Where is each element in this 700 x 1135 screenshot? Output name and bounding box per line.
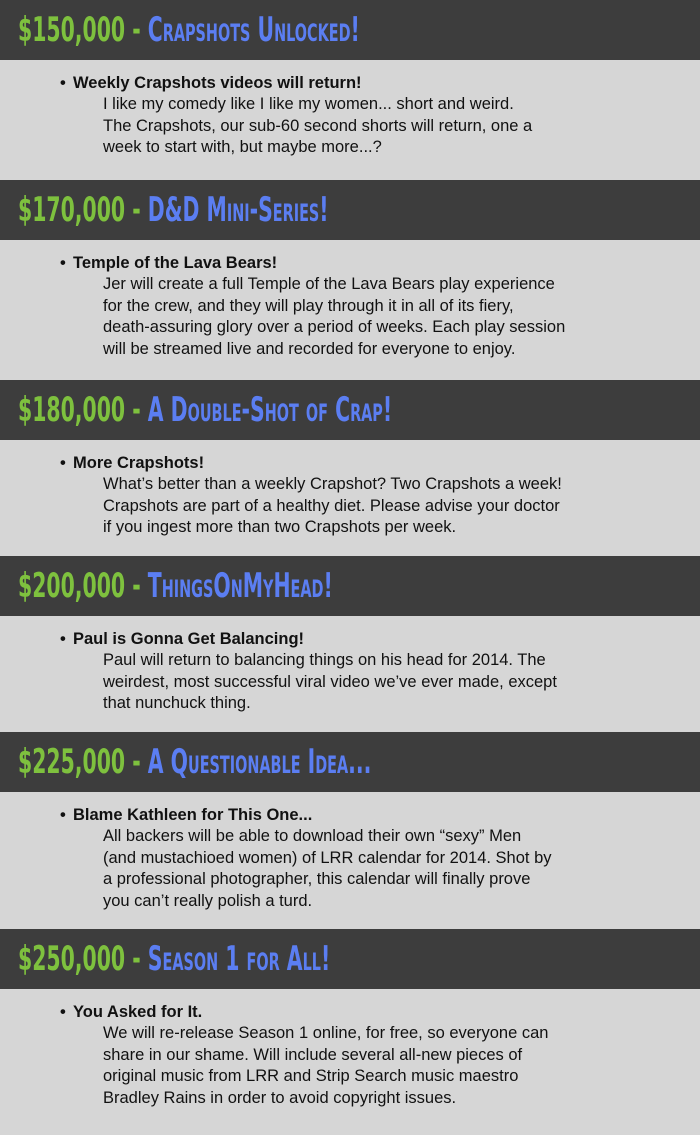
bullet-icon: • (60, 254, 66, 272)
tier-body (0, 792, 700, 929)
bullet-icon: • (60, 74, 66, 92)
tier-separator: - (125, 190, 148, 230)
tier-amount: $180,000 (18, 390, 126, 430)
description-line: week to start with, but maybe more...? (103, 138, 382, 156)
tier-amount: $250,000 (18, 939, 126, 979)
reward-title-text: More Crapshots! (73, 454, 205, 472)
tier-200000 (0, 556, 700, 732)
reward-title-text: Temple of the Lava Bears! (73, 254, 278, 272)
reward-description (103, 274, 680, 360)
tier-header (0, 929, 700, 989)
reward-item-title (60, 253, 680, 274)
tier-heading (18, 939, 330, 979)
tier-heading (18, 190, 329, 230)
tier-225000 (0, 732, 700, 929)
reward-description (103, 826, 680, 912)
description-line: that nunchuck thing. (103, 694, 251, 712)
description-line: death-assuring glory over a period of weeks. Each play session (103, 318, 566, 336)
reward-item-title (60, 805, 680, 826)
tier-separator: - (125, 742, 148, 782)
tier-body (0, 240, 700, 380)
tier-body (0, 60, 700, 180)
tier-body (0, 989, 700, 1135)
description-line: weirdest, most successful viral video we’ve ever made, except (103, 672, 557, 691)
description-line: We will re-release Season 1 online, for free, so everyone can (103, 1024, 549, 1042)
reward-title-text: Blame Kathleen for This One... (73, 806, 313, 824)
tier-body (0, 440, 700, 556)
tier-title: Crapshots Unlocked! (147, 10, 360, 50)
tier-separator: - (125, 10, 148, 50)
tier-header (0, 380, 700, 440)
tier-title: ThingsOnMyHead! (147, 566, 333, 606)
description-line: a professional photographer, this calendar will finally prove (103, 870, 531, 888)
tier-title: A Questionable Idea... (147, 742, 372, 782)
description-line: (and mustachioed women) of LRR calendar for 2014. Shot by (103, 848, 552, 867)
tier-header (0, 0, 700, 60)
description-line: Crapshots are part of a healthy diet. Please advise your doctor (103, 496, 560, 515)
tier-header (0, 556, 700, 616)
description-line: if you ingest more than two Crapshots per week. (103, 518, 457, 536)
reward-description (103, 94, 680, 159)
tier-separator: - (125, 390, 148, 430)
tier-amount: $200,000 (18, 566, 126, 606)
tier-title: D&D Mini-Series! (147, 190, 329, 230)
reward-item-title (60, 1002, 680, 1023)
tier-separator: - (125, 939, 148, 979)
tier-title: A Double-Shot of Crap! (147, 390, 393, 430)
tier-amount: $225,000 (18, 742, 126, 782)
reward-item-title (60, 453, 680, 474)
tier-separator: - (125, 566, 148, 606)
tier-170000 (0, 180, 700, 380)
description-line: will be streamed live and recorded for everyone to enjoy. (103, 339, 516, 358)
tier-body (0, 616, 700, 732)
reward-title-text: You Asked for It. (73, 1003, 203, 1021)
reward-item-title (60, 629, 680, 650)
reward-description (103, 650, 680, 715)
bullet-icon: • (60, 630, 66, 648)
description-line: Bradley Rains in order to avoid copyright issues. (103, 1088, 457, 1107)
bullet-icon: • (60, 1003, 66, 1021)
tier-150000 (0, 0, 700, 180)
description-line: share in our shame. Will include several all-new pieces of (103, 1045, 523, 1064)
tier-header (0, 732, 700, 792)
tier-heading (18, 390, 392, 430)
description-line: for the crew, and they will play through it in all of its fiery, (103, 296, 514, 315)
description-line: Jer will create a full Temple of the Lava Bears play experience (103, 275, 555, 293)
tier-180000 (0, 380, 700, 556)
bullet-icon: • (60, 806, 66, 824)
bullet-icon: • (60, 454, 66, 472)
reward-title-text: Weekly Crapshots videos will return! (73, 74, 362, 92)
tier-250000 (0, 929, 700, 1135)
description-line: The Crapshots, our sub-60 second shorts will return, one a (103, 116, 533, 135)
reward-item-title (60, 73, 680, 94)
description-line: Paul will return to balancing things on his head for 2014. The (103, 651, 546, 669)
reward-description (103, 1023, 680, 1109)
tier-amount: $170,000 (18, 190, 126, 230)
description-line: you can’t really polish a turd. (103, 891, 313, 910)
description-line: What’s better than a weekly Crapshot? Two Crapshots a week! (103, 475, 562, 493)
description-line: I like my comedy like I like my women... short and weird. (103, 95, 514, 113)
tier-heading (18, 10, 360, 50)
tier-title: Season 1 for All! (147, 939, 331, 979)
description-line: All backers will be able to download their own “sexy” Men (103, 827, 522, 845)
reward-title-text: Paul is Gonna Get Balancing! (73, 630, 305, 648)
tier-amount: $150,000 (18, 10, 126, 50)
description-line: original music from LRR and Strip Search music maestro (103, 1067, 519, 1085)
tier-heading (18, 566, 333, 606)
tier-heading (18, 742, 371, 782)
reward-description (103, 474, 680, 539)
tier-header (0, 180, 700, 240)
